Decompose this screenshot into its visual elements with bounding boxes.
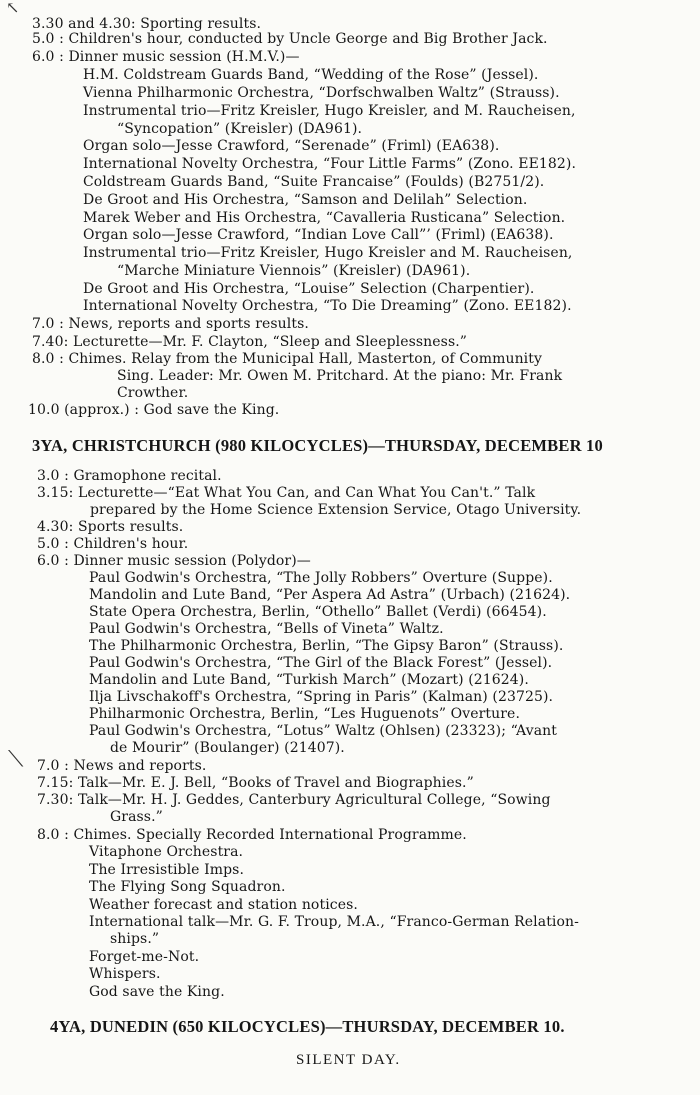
programme-line: “Syncopation” (Kreisler) (DA961). [117,121,363,137]
programme-line: 4.30: Sports results. [37,519,184,535]
programme-line: Whispers. [89,966,161,982]
programme-line: 3.30 and 4.30: Sporting results. [32,16,262,32]
programme-line: 7.30: Talk—Mr. H. J. Geddes, Canterbury Agricultural College, “Sowing [37,792,551,808]
programme-line: 8.0 : Chimes. Relay from the Municipal Hall, Masterton, of Community [32,351,542,367]
programme-line: God save the King. [89,984,225,1000]
programme-line: de Mourir” (Boulanger) (21407). [110,740,345,756]
programme-line: 8.0 : Chimes. Specially Recorded International Programme. [37,827,467,843]
programme-line: “Marche Miniature Viennois” (Kreisler) (DA961). [117,263,471,279]
margin-pen-mark: ⟍ [8,747,24,772]
programme-line: Instrumental trio—Fritz Kreisler, Hugo Kreisler, and M. Raucheisen, [83,103,576,119]
programme-line: 5.0 : Children's hour. [37,536,189,552]
corner-pen-mark: ↖ [6,0,20,17]
programme-line: Organ solo—Jesse Crawford, “Serenade” (Friml) (EA638). [83,138,500,154]
programme-line: 7.0 : News, reports and sports results. [32,316,309,332]
programme-line: International Novelty Orchestra, “To Die Dreaming” (Zono. EE182). [83,298,572,314]
programme-line: Sing. Leader: Mr. Owen M. Pritchard. At the piano: Mr. Frank [117,368,563,384]
programme-line: Mandolin and Lute Band, “Per Aspera Ad Astra” (Urbach) (21624). [89,587,571,603]
programme-line: Ilja Livschakoff's Orchestra, “Spring in Paris” (Kalman) (23725). [89,689,554,705]
programme-line: Paul Godwin's Orchestra, “The Jolly Robbers” Overture (Suppe). [89,570,553,586]
station-header-4ya: 4YA, DUNEDIN (650 KILOCYCLES)—THURSDAY, DECEMBER 10. [50,1017,565,1036]
programme-line: International talk—Mr. G. F. Troup, M.A., “Franco-German Relation- [89,914,579,930]
programme-line: 7.40: Lecturette—Mr. F. Clayton, “Sleep and Sleeplessness.” [32,334,468,350]
programme-line: International Novelty Orchestra, “Four Little Farms” (Zono. EE182). [83,156,577,172]
programme-line: 10.0 (approx.) : God save the King. [28,402,280,418]
programme-line: Forget-me-Not. [89,949,200,965]
programme-line: Vienna Philharmonic Orchestra, “Dorfschwalben Waltz” (Strauss). [83,85,560,101]
programme-line: Grass.” [110,809,163,825]
programme-line: 7.15: Talk—Mr. E. J. Bell, “Books of Travel and Biographies.” [37,775,474,791]
programme-line: Vitaphone Orchestra. [89,844,244,860]
programme-line: The Philharmonic Orchestra, Berlin, “The Gipsy Baron” (Strauss). [89,638,564,654]
programme-line: De Groot and His Orchestra, “Louise” Selection (Charpentier). [83,281,535,297]
programme-line: Paul Godwin's Orchestra, “Lotus” Waltz (Ohlsen) (23323); “Avant [89,723,557,739]
programme-line: Coldstream Guards Band, “Suite Francaise” (Foulds) (B2751/2). [83,174,545,190]
programme-line: Mandolin and Lute Band, “Turkish March” (Mozart) (21624). [89,672,529,688]
programme-line: Paul Godwin's Orchestra, “Bells of Vineta” Waltz. [89,621,444,637]
programme-line: Marek Weber and His Orchestra, “Cavalleria Rusticana” Selection. [83,210,566,226]
programme-line: Instrumental trio—Fritz Kreisler, Hugo Kreisler and M. Raucheisen, [83,245,573,261]
programme-line: State Opera Orchestra, Berlin, “Othello” Ballet (Verdi) (66454). [89,604,547,620]
programme-line: ships.” [110,931,160,947]
programme-line: 6.0 : Dinner music session (H.M.V.)— [32,49,300,65]
silent-day-note: SILENT DAY. [296,1052,401,1068]
programme-line: The Irresistible Imps. [89,862,245,878]
programme-line: Weather forecast and station notices. [89,897,358,913]
programme-line: 3.0 : Gramophone recital. [37,468,222,484]
programme-line: H.M. Coldstream Guards Band, “Wedding of the Rose” (Jessel). [83,67,539,83]
programme-line: Paul Godwin's Orchestra, “The Girl of the Black Forest” (Jessel). [89,655,553,671]
station-header-3ya: 3YA, CHRISTCHURCH (980 KILOCYCLES)—THURSDAY, DECEMBER 10 [32,436,603,455]
programme-line: 6.0 : Dinner music session (Polydor)— [37,553,311,569]
programme-line: The Flying Song Squadron. [89,879,286,895]
programme-line: Crowther. [117,385,189,401]
programme-line: 7.0 : News and reports. [37,758,207,774]
programme-line: 5.0 : Children's hour, conducted by Uncle George and Big Brother Jack. [32,31,548,47]
programme-line: De Groot and His Orchestra, “Samson and Delilah” Selection. [83,192,528,208]
programme-line: Philharmonic Orchestra, Berlin, “Les Huguenots” Overture. [89,706,520,722]
programme-line: 3.15: Lecturette—“Eat What You Can, and Can What You Can't.” Talk [37,485,536,501]
programme-line: Organ solo—Jesse Crawford, “Indian Love Call”’ (Friml) (EA638). [83,227,554,243]
programme-line: prepared by the Home Science Extension Service, Otago University. [90,502,582,518]
